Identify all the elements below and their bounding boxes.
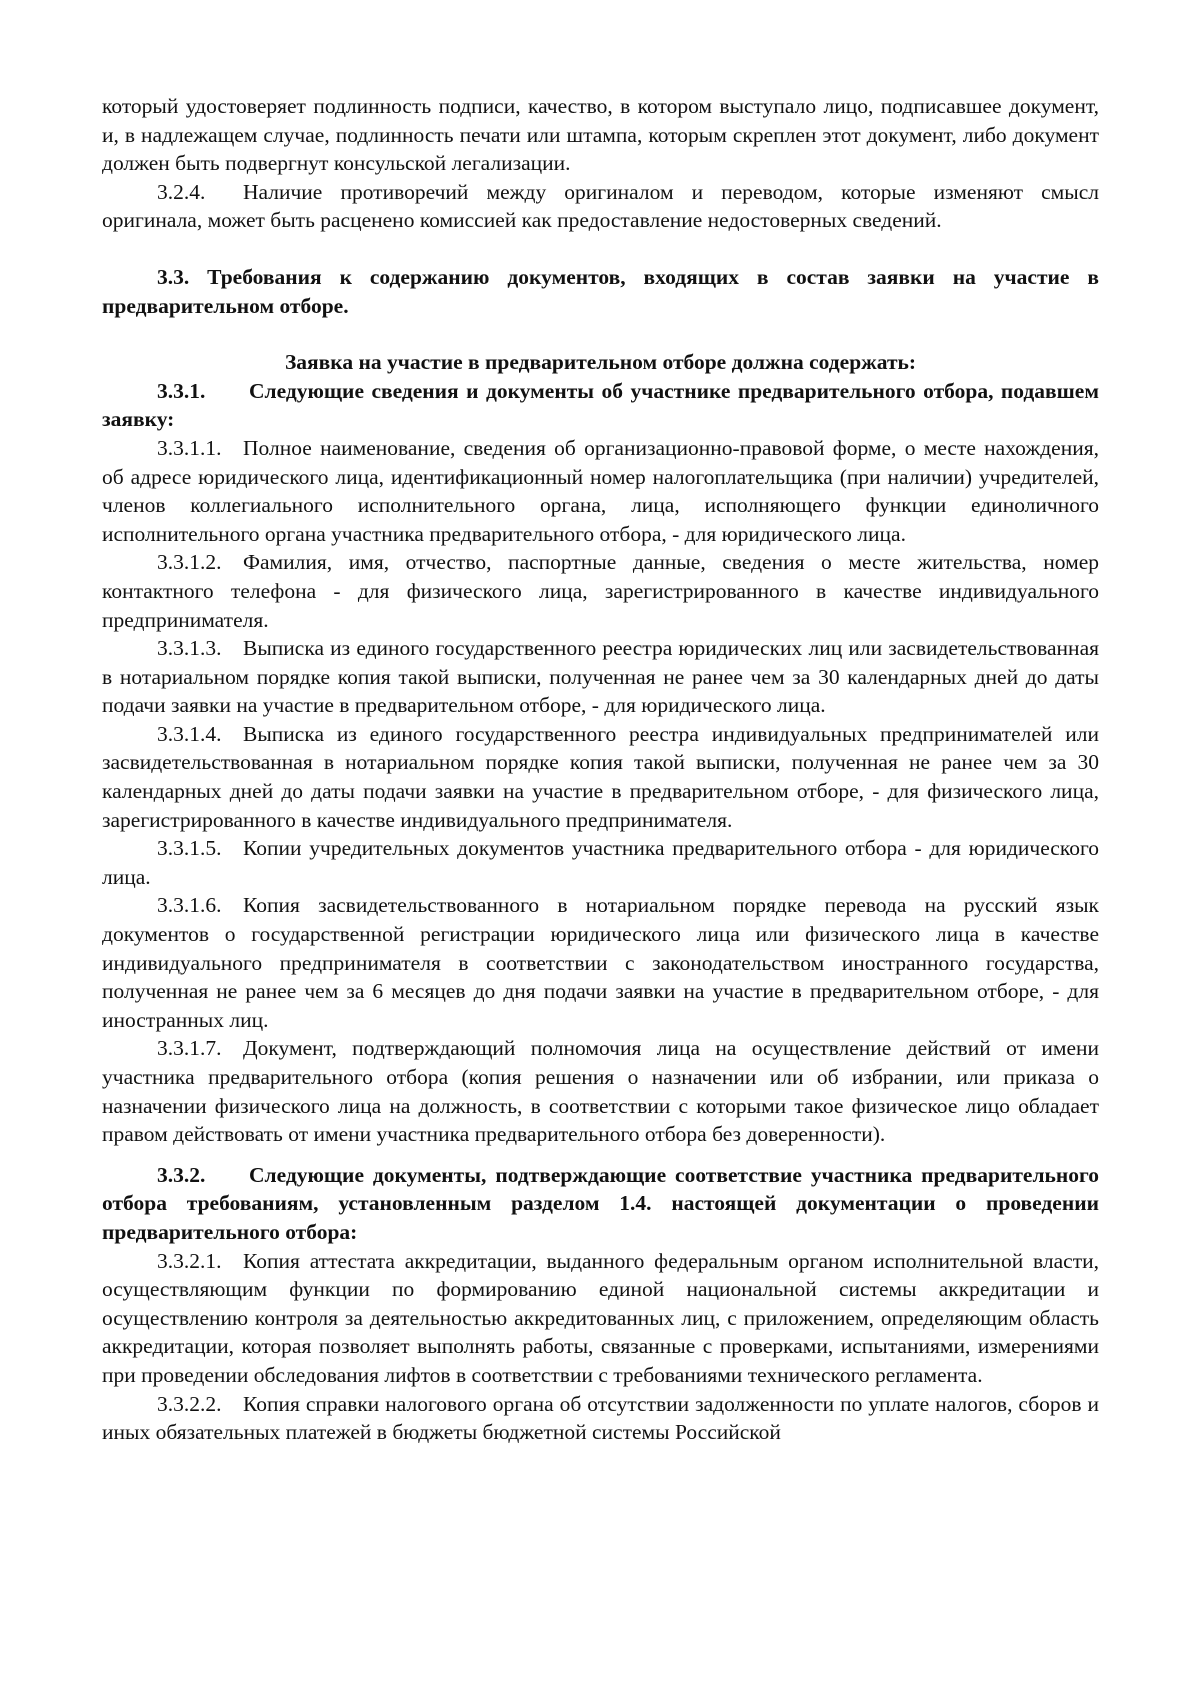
item-number: 3.3.2.1. [157, 1248, 222, 1273]
item-text: Копии учредительных документов участника предварительного отбора - для юридического лица. [102, 836, 1099, 889]
item-text: Полное наименование, сведения об организационно-правовой форме, о месте нахождения, об адресе юридического лица, идентификационный номер налогоплательщика (при наличии) учредителей, членов коллегиального исполнительного органа, лица, исполняющего функции единоличного исполнительного органа участника предварительного отбора, - для юридического лица. [102, 435, 1099, 546]
item-3-3-1 [102, 377, 1099, 434]
item-3-3-2 [102, 1161, 1099, 1247]
item-3-3-2-1 [102, 1247, 1099, 1390]
item-number: 3.3.1.3. [157, 636, 222, 661]
item-number: 3.3.1.5. [157, 836, 222, 861]
item-number: 3.3.1.1. [157, 435, 222, 460]
item-number: 3.2.4. [157, 179, 206, 204]
item-3-3-1-5 [102, 834, 1099, 891]
item-number: 3.3.1.4. [157, 721, 222, 746]
item-number: 3.3.1.6. [157, 893, 222, 918]
item-3-3-1-7 [102, 1034, 1099, 1148]
item-text: Наличие противоречий между оригиналом и переводом, которые изменяют смысл оригинала, может быть расценено комиссией как предоставление недостоверных сведений. [102, 179, 1099, 233]
item-3-3-1-4 [102, 720, 1099, 834]
section-heading-3-3: 3.3. Требования к содержанию документов, входящих в состав заявки на участие в предварительном отборе. [102, 264, 1099, 318]
item-3-3-1-3 [102, 634, 1099, 720]
intro-paragraph: который удостоверяет подлинность подписи, качество, в котором выступало лицо, подписавшее документ, и, в надлежащем случае, подлинность печати или штампа, которым скреплен этот документ, либо документ должен быть подвергнут консульской легализации. [102, 94, 1099, 176]
item-text: Копия засвидетельствованного в нотариальном порядке перевода на русский язык документов о государственной регистрации юридического лица или физического лица в качестве индивидуального предпринимателя в соответствии с законодательством иностранного государства, полученная не ранее чем за 6 месяцев до дня подачи заявки на участие в предварительном отборе, - для иностранных лиц. [102, 893, 1099, 1032]
item-3-3-1-1 [102, 434, 1099, 548]
item-text: Копия справки налогового органа об отсутствии задолженности по уплате налогов, сборов и иных обязательных платежей в бюджеты бюджетной системы Российской [102, 1391, 1099, 1445]
spacer [102, 235, 1099, 263]
item-text: Следующие сведения и документы об участнике предварительного отбора, подавшем заявку: [102, 378, 1099, 432]
item-text: Документ, подтверждающий полномочия лица на осуществление действий от имени участника предварительного отбора (копия решения о назначении или об избрании, или приказа о назначении физического лица на должность, в соответствии с которыми такое физическое лицо обладает правом действовать от имени участника предварительного отбора без доверенности). [102, 1036, 1099, 1147]
item-3-3-2-2 [102, 1390, 1099, 1447]
item-number: 3.3.1.2. [157, 550, 222, 575]
item-3-2-4 [102, 178, 1099, 235]
item-text: Выписка из единого государственного реестра индивидуальных предпринимателей или засвидетельствованная в нотариальном порядке копия такой выписки, полученная не ранее чем за 30 календарных дней до даты подачи заявки на участие в предварительном отборе, - для физического лица, зарегистрированного в качестве индивидуального предпринимателя. [102, 721, 1099, 832]
item-text: Следующие документы, подтверждающие соответствие участника предварительного отбора требованиям, установленным разделом 1.4. настоящей документации о проведении предварительного отбора: [102, 1162, 1099, 1244]
item-text: Выписка из единого государственного реестра юридических лиц или засвидетельствованная в нотариальном порядке копия такой выписки, полученная не ранее чем за 30 календарных дней до даты подачи заявки на участие в предварительном отборе, - для юридического лица. [102, 636, 1099, 718]
spacer [102, 320, 1099, 348]
section-intro: Заявка на участие в предварительном отборе должна содержать: [284, 350, 917, 375]
item-number: 3.3.1. [157, 378, 206, 403]
item-text: Копия аттестата аккредитации, выданного федеральным органом исполнительной власти, осуществляющим функции по формированию единой национальной системы аккредитации и осуществлению контроля за деятельностью аккредитованных лиц, с приложением, определяющим область аккредитации, которая позволяет выполнять работы, связанные с проверками, испытаниями, измерениями при проведении обследования лифтов в соответствии с требованиями технического регламента. [102, 1248, 1099, 1387]
item-text: Фамилия, имя, отчество, паспортные данные, сведения о месте жительства, номер контактного телефона - для физического лица, зарегистрированного в качестве индивидуального предпринимателя. [102, 550, 1099, 632]
item-number: 3.3.2. [157, 1162, 206, 1187]
item-number: 3.3.2.2. [157, 1391, 222, 1416]
document-page [102, 92, 1099, 1447]
item-number: 3.3.1.7. [157, 1036, 222, 1061]
spacer [102, 1149, 1099, 1161]
item-3-3-1-2 [102, 548, 1099, 634]
item-3-3-1-6 [102, 891, 1099, 1034]
